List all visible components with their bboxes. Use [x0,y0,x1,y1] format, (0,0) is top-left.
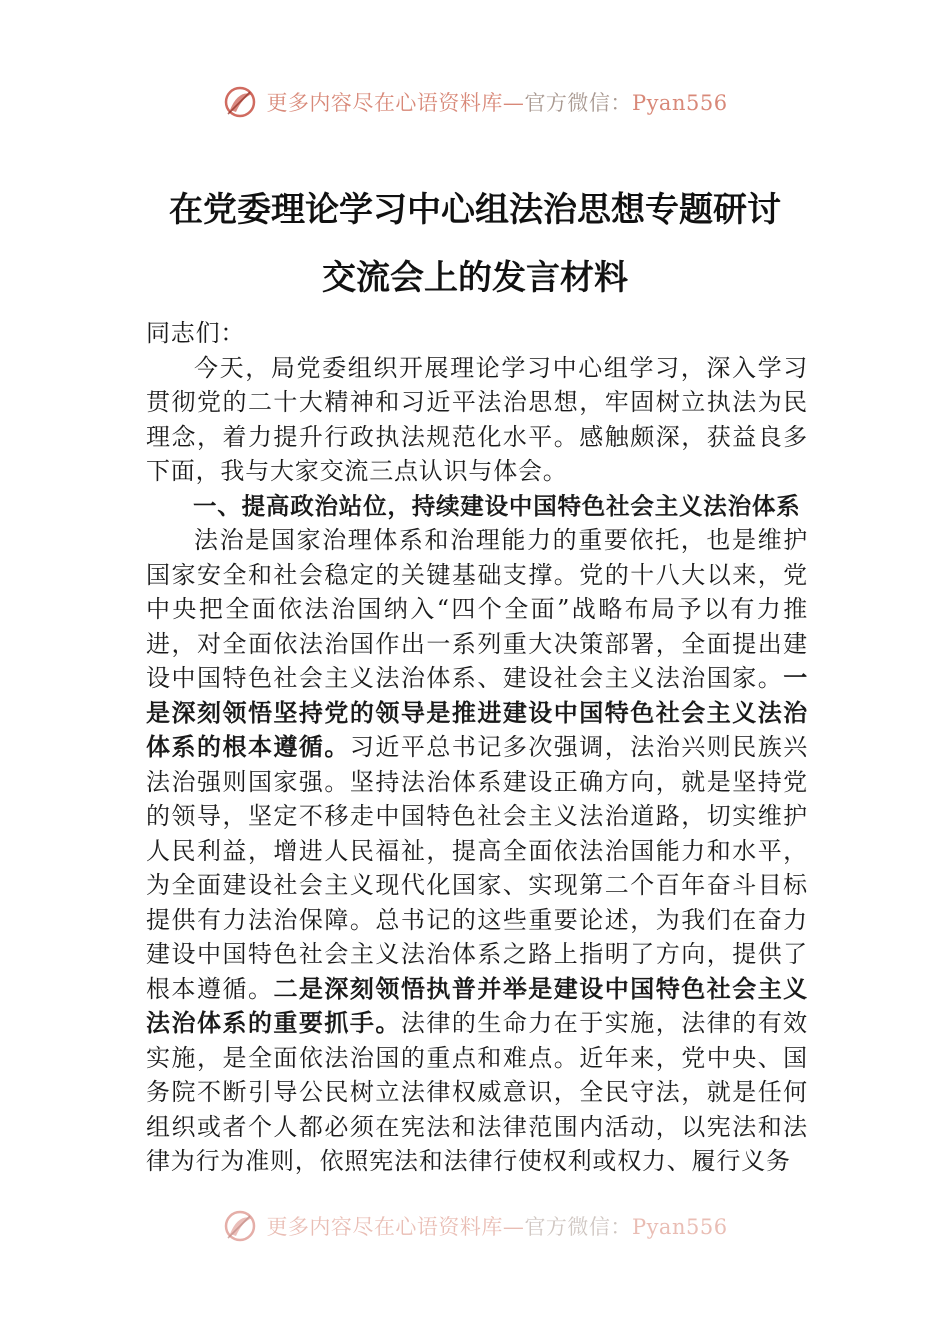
section1-paragraph [146,523,808,1179]
brand-logo-icon [222,84,258,120]
document-title-line2: 交流会上的发言材料 [322,258,628,298]
document-body [146,316,808,1179]
p1-text-c: 习近平总书记多次强调，法治兴则民族兴法治强则国家强。坚持法治体系建设正确方向，就是坚持党的领导，坚定不移走中国特色社会主义法治道路，切实维护人民利益，增进人民福祉，提高全面依法治国能力和水平，为全面建设社会主义现代化国家、实现第二个百年奋斗目标提供有力法治保障。总书记的这些重要论述，为我们在奋力建设中国特色社会主义法治体系之路上指明了方向，提供了根本遵循。 [146,733,808,1003]
watermark-footer [0,1206,950,1246]
watermark-header [0,82,950,122]
salutation: 同志们： [146,319,246,347]
p1-bold-point-1: 一是深刻领悟坚持党的领导是推进建设中国特色社会主义法治体系的根本遵循。 [146,664,808,761]
watermark-text: 更多内容尽在心语资料库—官方微信：Pyan556 [266,91,728,115]
intro-paragraph: 今天，局党委组织开展理论学习中心组学习，深入学习贯彻党的二十大精神和习近平法治思想，牢固树立执法为民理念，着力提升行政执法规范化水平。感触颇深，获益良多下面，我与大家交流三点认识与体会。 [146,353,808,485]
p1-text-a: 法治是国家治理体系和治理能力的重要依托，也是维护国家安全和社会稳定的关键基础支撑。党的十八大以来，党中央把全面依法治国纳入“四个全面”战略布局予以有力推进，对全面依法治国作出一系列重大决策部署，全面提出建设中国特色社会主义法治体系、建设社会主义法治国家。 [146,526,808,692]
p1-bold-point-2: 二是深刻领悟执普并举是建设中国特色社会主义法治体系的重要抓手。 [146,974,808,1037]
brand-logo-icon [222,1208,258,1244]
document-title-line1: 在党委理论学习中心组法治思想专题研讨 [169,190,781,230]
p1-text-e: 法律的生命力在于实施，法律的有效实施，是全面依法治国的重点和难点。近年来，党中央、国务院不断引导公民树立法律权威意识，全民守法，就是任何组织或者个人都必须在宪法和法律范围内活动，以宪法和法律为行为准则，依照宪法和法律行使权利或权力、履行义务 [146,1009,808,1175]
watermark-text: 更多内容尽在心语资料库—官方微信：Pyan556 [266,1215,728,1239]
section1-heading: 一、提高政治站位，持续建设中国特色社会主义法治体系 [193,491,801,520]
